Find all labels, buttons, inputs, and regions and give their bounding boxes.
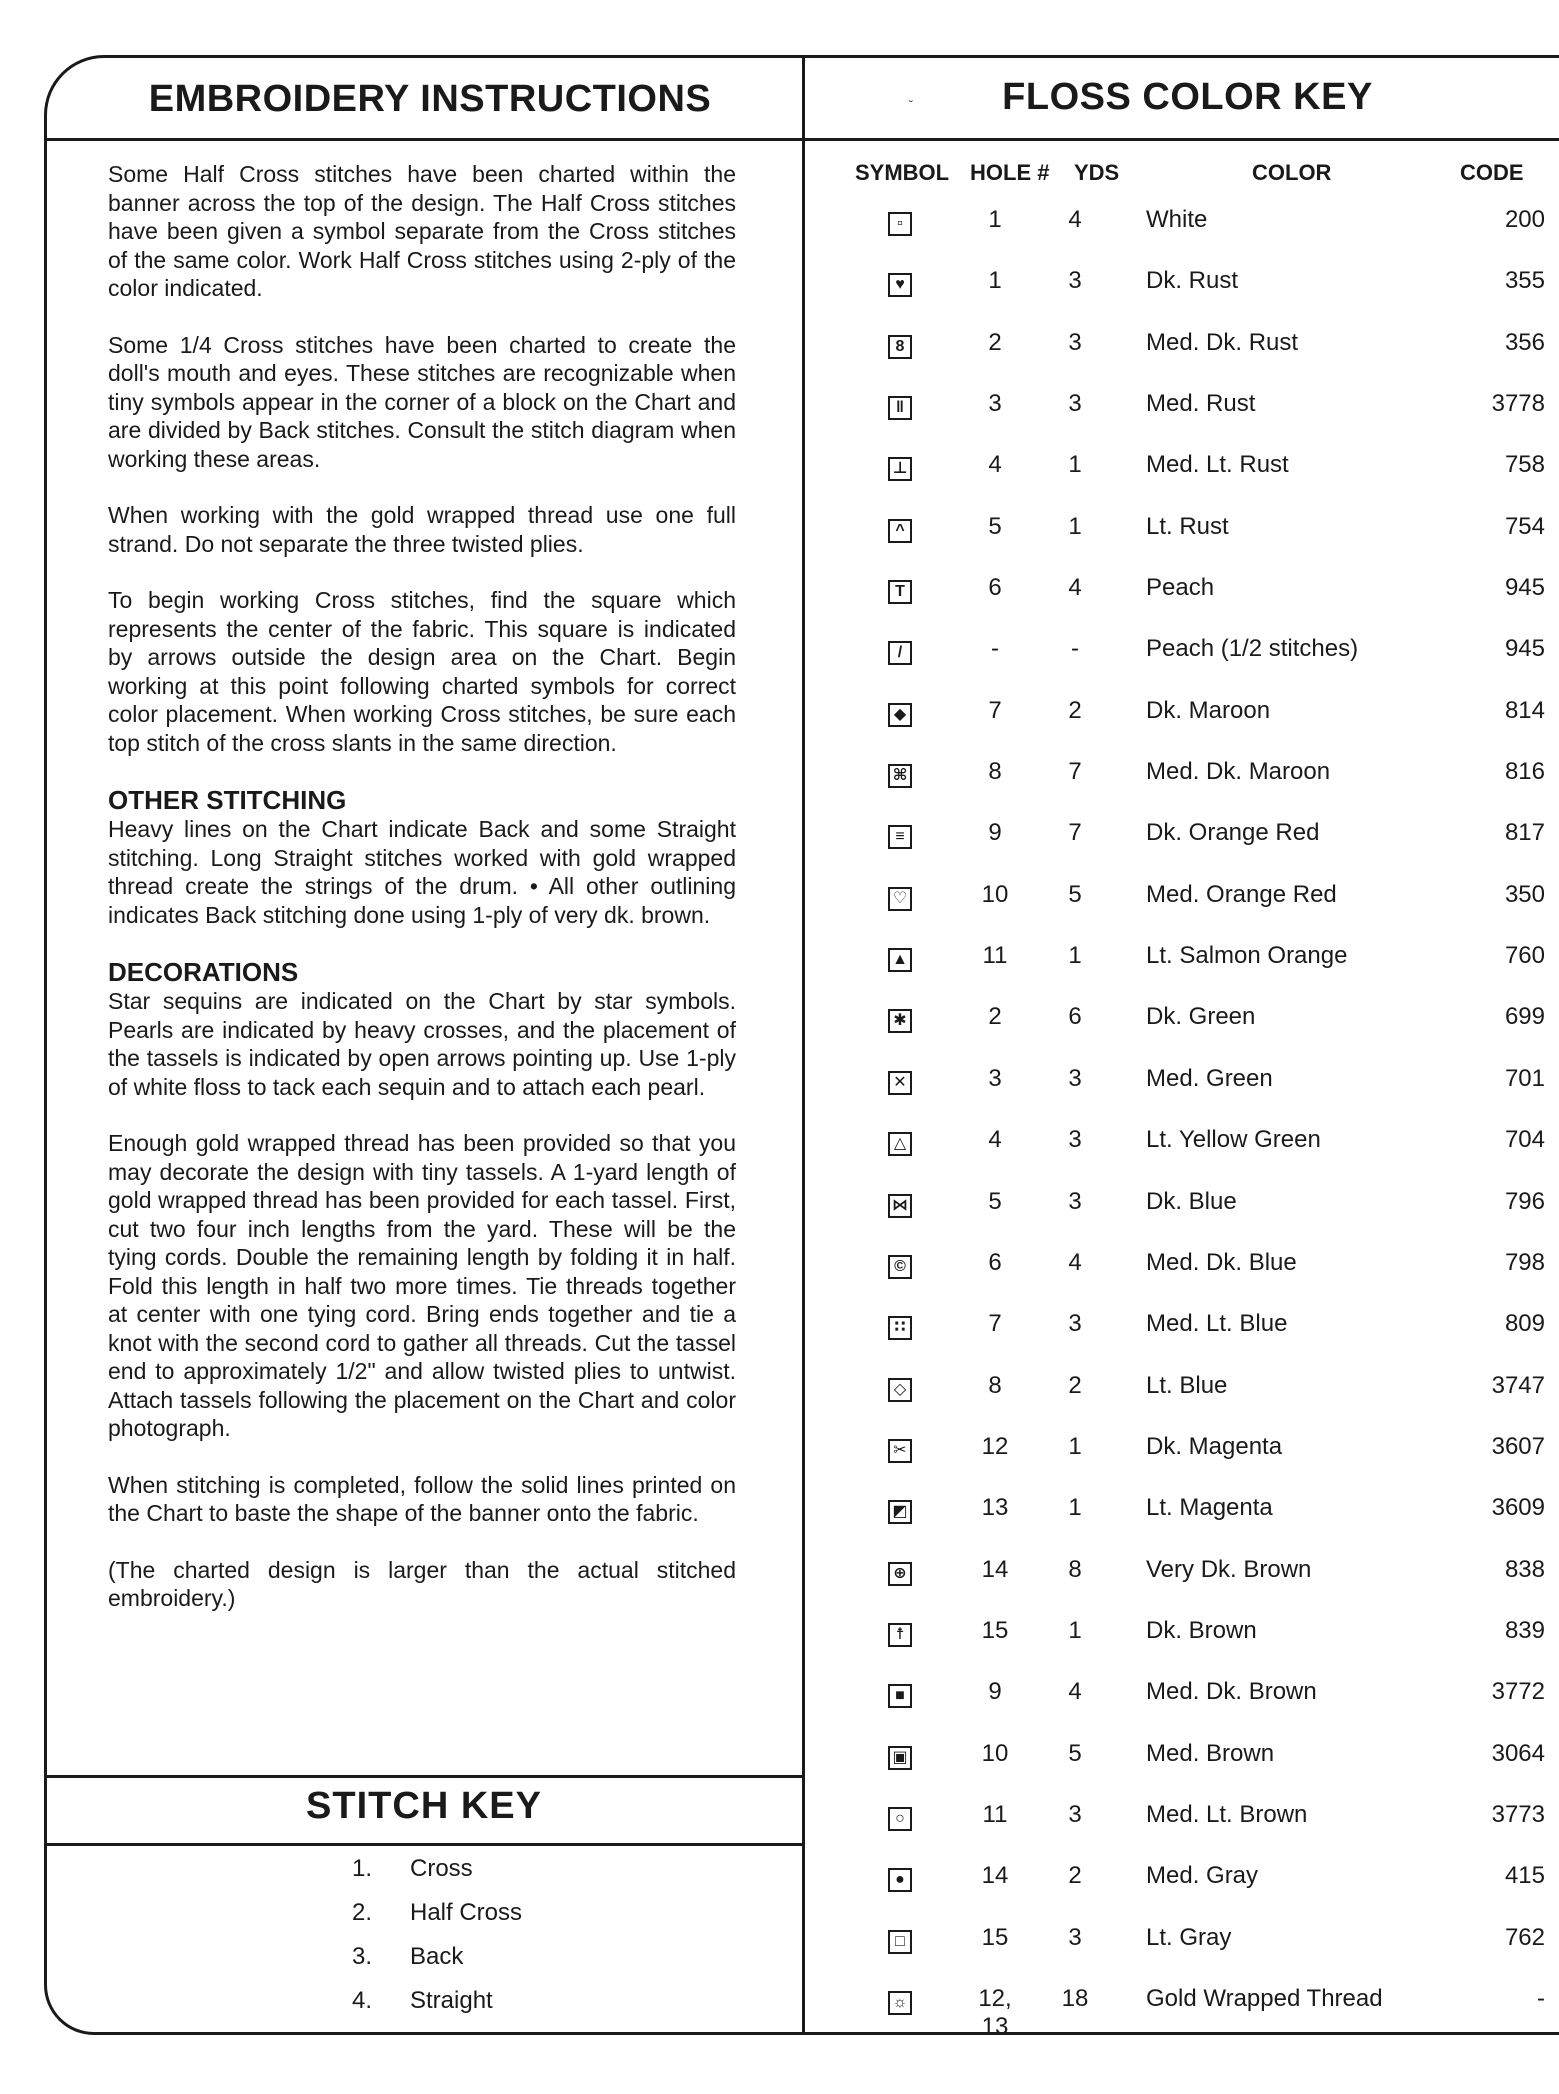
floss-row — [840, 259, 1559, 320]
color-name: Med. Lt. Blue — [1146, 1310, 1288, 1338]
color-name: Med. Green — [1146, 1064, 1273, 1092]
symbol-icon: © — [888, 1255, 912, 1279]
symbol-icon: ⊕ — [888, 1562, 912, 1586]
hole-number: 4 — [988, 1126, 1002, 1154]
color-code: 3747 — [1491, 1371, 1545, 1399]
yards: 1 — [1068, 1616, 1082, 1644]
symbol-icon: ⌘ — [888, 764, 912, 788]
hole-number: 9 — [988, 819, 1002, 847]
color-name: Dk. Rust — [1146, 267, 1239, 295]
stitch-number: 4. — [352, 1987, 373, 2014]
floss-row — [840, 934, 1559, 995]
instructions-body — [108, 160, 736, 1641]
hole-number: 1 — [988, 267, 1002, 295]
symbol-icon: 8 — [888, 335, 912, 359]
yards: 2 — [1068, 1862, 1082, 1890]
floss-row — [840, 1670, 1559, 1731]
color-name: Dk. Maroon — [1146, 696, 1271, 724]
stitch-key-item — [352, 1899, 522, 1943]
stitch-key-title: STITCH KEY — [306, 1785, 542, 1827]
print-speck: ˘ — [909, 98, 913, 112]
symbol-icon: ▣ — [888, 1746, 912, 1770]
hole-number: 12, 13 — [978, 1984, 1012, 2040]
hole-number: 8 — [988, 1371, 1002, 1399]
color-name: Med. Gray — [1146, 1862, 1259, 1890]
stitch-key-item — [352, 1855, 522, 1899]
floss-row — [840, 1486, 1559, 1547]
yards: 8 — [1068, 1555, 1082, 1583]
symbol-icon: △ — [888, 1132, 912, 1156]
color-name: Very Dk. Brown — [1146, 1555, 1312, 1583]
color-name: Lt. Rust — [1146, 512, 1229, 540]
column-header-symbol: SYMBOL — [855, 160, 950, 185]
color-name: Dk. Blue — [1146, 1187, 1237, 1215]
symbol-icon: ≡ — [888, 825, 912, 849]
instructions-paragraph: When working with the gold wrapped thread use one full strand. Do not separate the three twisted plies. — [108, 502, 736, 557]
floss-row — [840, 321, 1559, 382]
yards: 1 — [1068, 1432, 1082, 1460]
stitch-number: 2. — [352, 1899, 373, 1926]
color-name: Med. Lt. Brown — [1146, 1800, 1308, 1828]
yards: 3 — [1068, 328, 1082, 356]
yards: 3 — [1068, 267, 1082, 295]
stitch-number: 3. — [352, 1943, 373, 1970]
floss-row — [840, 627, 1559, 688]
floss-row — [840, 198, 1559, 259]
symbol-icon: ◩ — [888, 1500, 912, 1524]
other-stitching-text: Heavy lines on the Chart indicate Back and some Straight stitching. Long Straight stitches worked with gold wrapped thread create the strings of the drum. • All other outlining indicates Back stitching done using 1-ply of very dk. brown. — [108, 816, 736, 928]
yards: 7 — [1068, 758, 1082, 786]
instructions-paragraph: Some Half Cross stitches have been charted within the banner across the top of the design. The Half Cross stitches have been given a symbol separate from the Cross stitches of the same color. Work Half Cross stitches using 2-ply of the color indicated. — [108, 161, 736, 301]
color-code: 350 — [1504, 880, 1545, 908]
symbol-icon: ∷ — [888, 1316, 912, 1340]
symbol-icon: / — [888, 641, 912, 665]
symbol-icon: ✱ — [888, 1009, 912, 1033]
yards: 4 — [1068, 206, 1082, 233]
decorations-text: Star sequins are indicated on the Chart by star symbols. Pearls are indicated by heavy crosses, and the placement of the tassels is indicated by open arrows pointing up. Use 1-ply of white floss to tack each sequin and to attach each pearl. — [108, 988, 736, 1100]
yards: 5 — [1068, 1739, 1082, 1767]
column-divider — [802, 55, 805, 2035]
yards: 7 — [1068, 819, 1082, 847]
color-name: Med. Dk. Maroon — [1146, 758, 1331, 786]
color-name: Dk. Orange Red — [1146, 819, 1320, 847]
column-header-color: COLOR — [1252, 160, 1332, 185]
stitch-key-item — [352, 1987, 522, 2031]
color-code: 817 — [1504, 819, 1545, 847]
yards: 4 — [1068, 1678, 1082, 1706]
floss-row — [840, 382, 1559, 443]
color-code: 3778 — [1491, 390, 1545, 418]
decorations-heading: DECORATIONS — [108, 957, 299, 987]
hole-number: 8 — [988, 758, 1002, 786]
symbol-icon: T — [888, 580, 912, 604]
color-code: 701 — [1504, 1064, 1545, 1092]
yards: 4 — [1068, 574, 1082, 602]
hole-number: 6 — [988, 1248, 1002, 1276]
stitch-label: Back — [410, 1943, 464, 1970]
color-code: 839 — [1504, 1616, 1545, 1644]
symbol-icon: ○ — [888, 1807, 912, 1831]
floss-row — [840, 1302, 1559, 1363]
color-code: 356 — [1504, 328, 1545, 356]
color-code: 814 — [1504, 696, 1545, 724]
color-code: 3064 — [1491, 1739, 1545, 1767]
symbol-icon: ♥ — [888, 273, 912, 297]
hole-number: 5 — [988, 1187, 1002, 1215]
floss-row — [840, 1609, 1559, 1670]
hole-number: 10 — [981, 1739, 1009, 1767]
column-header-hole: HOLE # — [970, 160, 1050, 185]
hole-number: 4 — [988, 451, 1002, 479]
color-code: 699 — [1504, 1003, 1545, 1031]
color-name: Peach (1/2 stitches) — [1146, 635, 1359, 663]
floss-row — [840, 1548, 1559, 1609]
color-name: Med. Brown — [1146, 1739, 1275, 1767]
stitch-key-item — [352, 1943, 522, 1987]
yards: 2 — [1068, 1371, 1082, 1399]
header-rule — [44, 138, 1559, 141]
color-code: 3609 — [1491, 1494, 1545, 1522]
decorations-section — [108, 957, 736, 1101]
yards: 5 — [1068, 880, 1082, 908]
floss-row — [840, 1732, 1559, 1793]
symbol-icon: ▲ — [888, 948, 912, 972]
floss-row — [840, 1854, 1559, 1915]
hole-number: 5 — [988, 512, 1002, 540]
color-code: 809 — [1504, 1310, 1545, 1338]
hole-number: 13 — [981, 1494, 1009, 1522]
color-code: 200 — [1504, 206, 1545, 233]
yards: - — [1071, 635, 1079, 663]
instructions-paragraph: When stitching is completed, follow the solid lines printed on the Chart to baste the shape of the banner onto the fabric. — [108, 1471, 736, 1526]
other-stitching-section — [108, 785, 736, 929]
floss-row — [840, 1793, 1559, 1854]
floss-row — [840, 1916, 1559, 1977]
yards: 3 — [1068, 1310, 1082, 1338]
symbol-icon: ǁ — [888, 396, 912, 420]
color-code: 945 — [1504, 574, 1545, 602]
floss-row — [840, 1057, 1559, 1118]
floss-row — [840, 1180, 1559, 1241]
yards: 1 — [1068, 512, 1082, 540]
floss-row — [840, 1364, 1559, 1425]
yards: 3 — [1068, 1800, 1082, 1828]
hole-number: 7 — [988, 1310, 1002, 1338]
color-name: Med. Lt. Rust — [1146, 451, 1289, 479]
hole-number: 2 — [988, 1003, 1002, 1031]
hole-number: 6 — [988, 574, 1002, 602]
color-code: 838 — [1504, 1555, 1545, 1583]
symbol-icon: ■ — [888, 1684, 912, 1708]
color-code: 762 — [1504, 1923, 1545, 1951]
yards: 3 — [1068, 1187, 1082, 1215]
stitch-key-rule — [44, 1775, 804, 1778]
stitch-label: Straight — [410, 1987, 493, 2014]
hole-number: 14 — [981, 1555, 1009, 1583]
yards: 1 — [1068, 1494, 1082, 1522]
color-code: 355 — [1504, 267, 1545, 295]
floss-row — [840, 873, 1559, 934]
hole-number: 7 — [988, 696, 1002, 724]
symbol-icon: ✂ — [888, 1439, 912, 1463]
color-code: 758 — [1504, 451, 1545, 479]
hole-number: 14 — [981, 1862, 1009, 1890]
floss-row — [840, 995, 1559, 1056]
hole-number: 10 — [981, 880, 1009, 908]
hole-number: 1 — [988, 206, 1002, 233]
color-name: Lt. Blue — [1146, 1371, 1228, 1399]
color-code: 798 — [1504, 1248, 1545, 1276]
yards: 2 — [1068, 696, 1082, 724]
yards: 3 — [1068, 1064, 1082, 1092]
color-code: 945 — [1504, 635, 1545, 663]
color-name: Lt. Yellow Green — [1146, 1126, 1321, 1154]
floss-row — [840, 1118, 1559, 1179]
symbol-icon: ♡ — [888, 887, 912, 911]
column-header-code: CODE — [1460, 160, 1524, 185]
color-name: Med. Dk. Blue — [1146, 1248, 1297, 1276]
yards: 1 — [1068, 451, 1082, 479]
color-name: Peach — [1146, 574, 1215, 602]
stitch-number: 1. — [352, 1855, 373, 1882]
color-name: Med. Rust — [1146, 390, 1256, 418]
floss-color-table — [840, 198, 1559, 2038]
color-code: 3772 — [1491, 1678, 1545, 1706]
hole-number: 11 — [982, 1800, 1008, 1828]
hole-number: 11 — [982, 942, 1008, 970]
instructions-paragraph: (The charted design is larger than the actual stitched embroidery.) — [108, 1556, 736, 1611]
floss-row — [840, 566, 1559, 627]
floss-row — [840, 1241, 1559, 1302]
color-code: 754 — [1504, 512, 1545, 540]
floss-color-key-title: FLOSS COLOR KEY — [1002, 76, 1373, 118]
yards: 18 — [1061, 1984, 1089, 2012]
hole-number: 9 — [988, 1678, 1002, 1706]
color-name: Dk. Brown — [1146, 1616, 1257, 1644]
color-name: White — [1146, 206, 1208, 233]
yards: 6 — [1068, 1003, 1082, 1031]
color-name: Dk. Green — [1146, 1003, 1256, 1031]
color-code: 796 — [1504, 1187, 1545, 1215]
hole-number: 2 — [988, 328, 1002, 356]
hole-number: 3 — [988, 390, 1002, 418]
symbol-icon: ☨ — [888, 1623, 912, 1647]
hole-number: 3 — [988, 1064, 1002, 1092]
color-code: 704 — [1504, 1126, 1545, 1154]
symbol-icon: ● — [888, 1868, 912, 1892]
symbol-icon: ⋈ — [888, 1194, 912, 1218]
embroidery-instructions-title: EMBROIDERY INSTRUCTIONS — [148, 78, 712, 120]
color-code: 3773 — [1491, 1800, 1545, 1828]
color-code: 760 — [1504, 942, 1545, 970]
yards: 1 — [1068, 942, 1082, 970]
yards: 3 — [1068, 390, 1082, 418]
floss-row — [840, 505, 1559, 566]
symbol-icon: ⊥ — [888, 457, 912, 481]
color-name: Gold Wrapped Thread — [1146, 1984, 1383, 2012]
stitch-label: Half Cross — [410, 1899, 523, 1926]
symbol-icon: ☼ — [888, 1991, 912, 2015]
instructions-paragraph: To begin working Cross stitches, find the square which represents the center of the fabric. This square is indicated by arrows outside the design area on the Chart. Begin working at this point following charted symbols for correct color placement. When working Cross stitches, be sure each top stitch of the cross slants in the same direction. — [108, 587, 736, 756]
column-header-yds: YDS — [1074, 160, 1120, 185]
stitch-key-list — [352, 1855, 522, 2031]
symbol-icon: ▫ — [888, 212, 912, 236]
floss-row — [840, 1425, 1559, 1486]
floss-row — [840, 750, 1559, 811]
stitch-label: Cross — [410, 1855, 473, 1882]
color-name: Med. Dk. Brown — [1146, 1678, 1317, 1706]
symbol-icon: ◆ — [888, 703, 912, 727]
floss-row — [840, 1977, 1559, 2038]
color-name: Lt. Gray — [1146, 1923, 1232, 1951]
hole-number: 15 — [981, 1923, 1009, 1951]
other-stitching-heading: OTHER STITCHING — [108, 785, 347, 815]
color-name: Med. Dk. Rust — [1146, 328, 1299, 356]
symbol-icon: □ — [888, 1930, 912, 1954]
color-code: - — [1537, 1984, 1545, 2012]
stitch-key-rule — [44, 1843, 804, 1846]
symbol-icon: ✕ — [888, 1071, 912, 1095]
instructions-paragraph: Some 1/4 Cross stitches have been charted to create the doll's mouth and eyes. These stitches are recognizable when tiny symbols appear in the corner of a block on the Chart and are divided by Back stitches. Consult the stitch diagram when working these areas. — [108, 331, 736, 472]
floss-row — [840, 811, 1559, 872]
floss-row — [840, 689, 1559, 750]
yards: 3 — [1068, 1923, 1082, 1951]
color-name: Lt. Magenta — [1146, 1494, 1273, 1522]
instructions-paragraph: Enough gold wrapped thread has been provided so that you may decorate the design with tiny tassels. A 1-yard length of gold wrapped thread has been provided for each tassel. First, cut two four inch lengths from the yard. These will be the tying cords. Double the remaining length by folding it in half. Fold this length in half two more times. Tie threads together at center with one tying cord. Bring ends together and tie a knot with the second cord to gather all threads. Cut the tassel end to approximately 1/2" and allow twisted plies to untwist. Attach tassels following the placement on the Chart and color photograph. — [108, 1130, 736, 1441]
symbol-icon: ^ — [888, 519, 912, 543]
yards: 3 — [1068, 1126, 1082, 1154]
color-name: Dk. Magenta — [1146, 1432, 1283, 1460]
hole-number: 12 — [981, 1432, 1009, 1460]
color-code: 415 — [1504, 1862, 1545, 1890]
color-name: Med. Orange Red — [1146, 880, 1337, 908]
color-code: 816 — [1504, 758, 1545, 786]
hole-number: - — [991, 635, 999, 663]
color-code: 3607 — [1491, 1432, 1545, 1460]
color-name: Lt. Salmon Orange — [1146, 942, 1348, 970]
floss-row — [840, 443, 1559, 504]
hole-number: 15 — [981, 1616, 1009, 1644]
symbol-icon: ◇ — [888, 1378, 912, 1402]
yards: 4 — [1068, 1248, 1082, 1276]
